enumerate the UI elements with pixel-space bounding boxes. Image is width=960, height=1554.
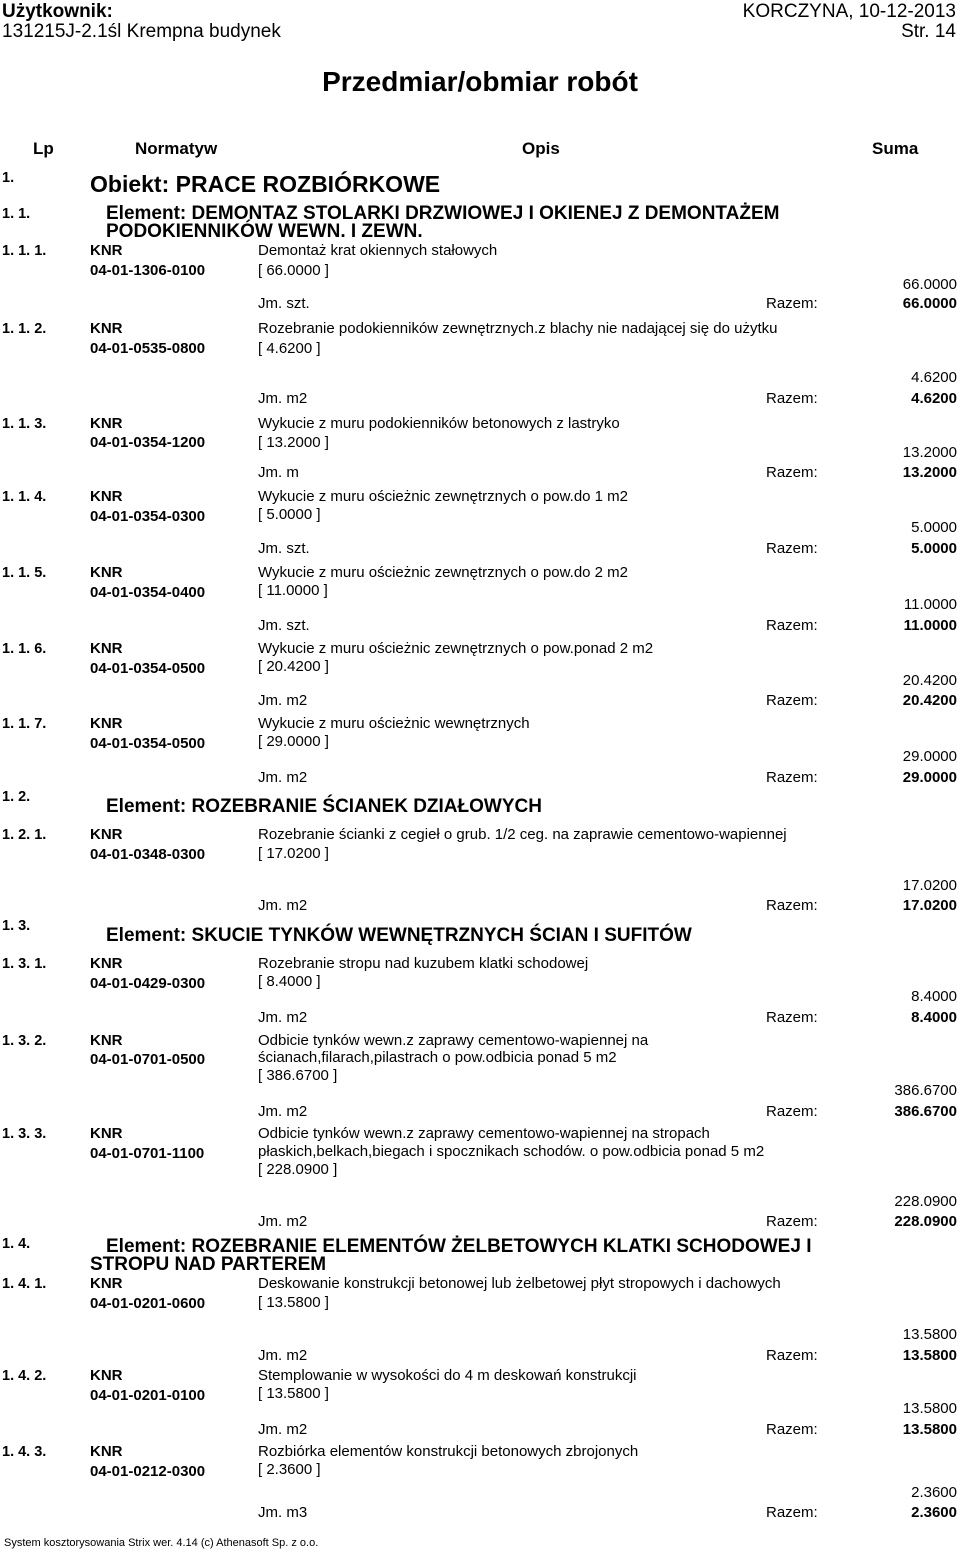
razem-label: Razem: xyxy=(766,1347,818,1364)
item-value: 13.2000 xyxy=(902,444,957,461)
section-title: Element: DEMONTAZ STOLARKI DRZWIOWEJ I OKIENEJ Z DEMONTAŻEM xyxy=(106,203,780,224)
item-total: 2.3600 xyxy=(911,1504,957,1521)
item-description: Stemplowanie w wysokości do 4 m deskowań konstrukcji xyxy=(258,1367,637,1384)
razem-label: Razem: xyxy=(766,897,818,914)
item-lp: 1. 1. 1. xyxy=(2,243,47,259)
item-total: 228.0900 xyxy=(894,1213,957,1230)
razem-label: Razem: xyxy=(766,390,818,407)
item-unit: Jm. m2 xyxy=(258,692,308,709)
item-value: 2.3600 xyxy=(911,1484,957,1501)
item-description: Wykucie z muru ościeżnic wewnętrznych xyxy=(258,715,530,732)
item-total: 13.5800 xyxy=(902,1421,957,1438)
item-lp: 1. 3. 3. xyxy=(2,1126,47,1142)
item-value: 11.0000 xyxy=(903,596,957,613)
item-norm-catalog: KNR xyxy=(90,955,123,972)
item-norm-code: 04-01-0201-0600 xyxy=(90,1295,206,1312)
item-calc: [ 228.0900 ] xyxy=(258,1161,338,1178)
item-total: 29.0000 xyxy=(902,769,957,786)
razem-label: Razem: xyxy=(766,464,818,481)
item-unit: Jm. m2 xyxy=(258,897,308,914)
item-norm-catalog: KNR xyxy=(90,1125,123,1142)
item-total: 13.2000 xyxy=(902,464,957,481)
item-lp: 1. 4. 2. xyxy=(2,1368,47,1384)
item-description-cont: ścianach,filarach,pilastrach o pow.odbicia ponad 5 m2 xyxy=(258,1049,617,1066)
razem-label: Razem: xyxy=(766,1421,818,1438)
item-lp: 1. 3. 1. xyxy=(2,956,47,972)
item-calc: [ 2.3600 ] xyxy=(258,1461,321,1478)
item-total: 386.6700 xyxy=(894,1103,957,1120)
item-norm-catalog: KNR xyxy=(90,1443,123,1460)
item-lp: 1. 1. 3. xyxy=(2,416,47,432)
item-norm-code: 04-01-0535-0800 xyxy=(90,340,206,357)
item-unit: Jm. szt. xyxy=(258,540,310,557)
item-norm-code: 04-01-0354-0500 xyxy=(90,660,206,677)
object-lp: 1. xyxy=(2,170,15,186)
item-calc: [ 20.4200 ] xyxy=(258,658,329,675)
item-calc: [ 17.0200 ] xyxy=(258,845,329,862)
column-lp: Lp xyxy=(33,139,54,158)
footer-text: System kosztorysowania Strix wer. 4.14 (c) Athenasoft Sp. z o.o. xyxy=(4,1537,319,1549)
razem-label: Razem: xyxy=(766,617,818,634)
page-number: Str. 14 xyxy=(901,21,956,42)
column-suma: Suma xyxy=(872,139,919,158)
item-lp: 1. 1. 6. xyxy=(2,641,47,657)
item-norm-catalog: KNR xyxy=(90,1032,123,1049)
section-lp: 1. 4. xyxy=(2,1236,31,1252)
section-title: Element: ROZEBRANIE ELEMENTÓW ŻELBETOWYCH KLATKI SCHODOWEJ I xyxy=(106,1236,812,1257)
item-description: Rozebranie stropu nad kuzubem klatki schodowej xyxy=(258,955,589,972)
item-lp: 1. 3. 2. xyxy=(2,1033,47,1049)
item-value: 8.4000 xyxy=(911,988,957,1005)
item-calc: [ 13.2000 ] xyxy=(258,434,329,451)
user-value: 131215J-2.1śl Krempna budynek xyxy=(2,21,281,42)
item-value: 4.6200 xyxy=(911,369,957,386)
razem-label: Razem: xyxy=(766,692,818,709)
item-calc: [ 13.5800 ] xyxy=(258,1385,329,1402)
item-description: Rozbiórka elementów konstrukcji betonowych zbrojonych xyxy=(258,1443,639,1460)
item-calc: [ 13.5800 ] xyxy=(258,1294,329,1311)
item-value: 20.4200 xyxy=(902,672,957,689)
razem-label: Razem: xyxy=(766,769,818,786)
razem-label: Razem: xyxy=(766,295,818,312)
item-calc: [ 11.0000 ] xyxy=(258,582,328,599)
item-description: Wykucie z muru podokienników betonowych z lastryko xyxy=(258,415,620,432)
section-lp: 1. 3. xyxy=(2,918,31,934)
item-norm-code: 04-01-0354-0500 xyxy=(90,735,206,752)
item-unit: Jm. m xyxy=(258,464,299,481)
item-value: 386.6700 xyxy=(894,1082,957,1099)
item-total: 11.0000 xyxy=(903,617,957,634)
item-description: Odbicie tynków wewn.z zaprawy cementowo-wapiennej na stropach xyxy=(258,1125,710,1142)
item-calc: [ 8.4000 ] xyxy=(258,973,321,990)
item-total: 20.4200 xyxy=(902,692,957,709)
item-calc: [ 386.6700 ] xyxy=(258,1067,338,1084)
item-unit: Jm. m2 xyxy=(258,1347,308,1364)
item-calc: [ 5.0000 ] xyxy=(258,506,321,523)
item-lp: 1. 1. 2. xyxy=(2,321,47,337)
item-norm-code: 04-01-0348-0300 xyxy=(90,846,206,863)
razem-label: Razem: xyxy=(766,1103,818,1120)
item-norm-catalog: KNR xyxy=(90,1367,123,1384)
item-unit: Jm. szt. xyxy=(258,617,310,634)
razem-label: Razem: xyxy=(766,540,818,557)
section-title-cont: STROPU NAD PARTEREM xyxy=(90,1254,327,1275)
item-norm-catalog: KNR xyxy=(90,242,123,259)
item-norm-catalog: KNR xyxy=(90,1275,123,1292)
item-norm-catalog: KNR xyxy=(90,415,123,432)
item-description: Rozebranie ścianki z cegieł o grub. 1/2 ceg. na zaprawie cementowo-wapiennej xyxy=(258,826,787,843)
item-total: 5.0000 xyxy=(911,540,957,557)
item-total: 17.0200 xyxy=(902,897,957,914)
item-lp: 1. 4. 1. xyxy=(2,1276,47,1292)
razem-label: Razem: xyxy=(766,1504,818,1521)
item-description: Wykucie z muru ościeżnic zewnętrznych o pow.ponad 2 m2 xyxy=(258,640,654,657)
item-norm-catalog: KNR xyxy=(90,826,123,843)
item-total: 8.4000 xyxy=(911,1009,957,1026)
item-unit: Jm. m3 xyxy=(258,1504,308,1521)
item-lp: 1. 4. 3. xyxy=(2,1444,47,1460)
column-normatyw: Normatyw xyxy=(135,139,218,158)
item-total: 4.6200 xyxy=(911,390,957,407)
item-norm-code: 04-01-0354-0300 xyxy=(90,508,206,525)
item-norm-catalog: KNR xyxy=(90,640,123,657)
section-title: Element: ROZEBRANIE ŚCIANEK DZIAŁOWYCH xyxy=(106,796,542,817)
item-norm-code: 04-01-0201-0100 xyxy=(90,1387,206,1404)
item-description: Deskowanie konstrukcji betonowej lub żelbetowej płyt stropowych i dachowych xyxy=(258,1275,781,1292)
item-unit: Jm. m2 xyxy=(258,1009,308,1026)
item-value: 13.5800 xyxy=(902,1326,957,1343)
item-unit: Jm. m2 xyxy=(258,1213,308,1230)
item-value: 29.0000 xyxy=(902,748,957,765)
item-value: 228.0900 xyxy=(894,1193,957,1210)
item-total: 13.5800 xyxy=(902,1347,957,1364)
razem-label: Razem: xyxy=(766,1213,818,1230)
section-lp: 1. 1. xyxy=(2,206,31,222)
item-lp: 1. 1. 7. xyxy=(2,716,47,732)
item-total: 66.0000 xyxy=(902,295,957,312)
item-norm-code: 04-01-0429-0300 xyxy=(90,975,206,992)
item-norm-code: 04-01-0354-0400 xyxy=(90,584,206,601)
item-description: Rozebranie podokienników zewnętrznych.z blachy nie nadającej się do użytku xyxy=(258,320,778,337)
item-description-cont: płaskich,belkach,biegach i spocznikach schodów. o pow.odbicia ponad 5 m2 xyxy=(258,1143,765,1160)
item-norm-code: 04-01-0354-1200 xyxy=(90,434,206,451)
item-norm-catalog: KNR xyxy=(90,564,123,581)
section-title: Element: SKUCIE TYNKÓW WEWNĘTRZNYCH ŚCIAN I SUFITÓW xyxy=(106,925,692,946)
section-title-cont: PODOKIENNIKÓW WEWN. I ZEWN. xyxy=(106,221,423,242)
page-title: Przedmiar/obmiar robót xyxy=(322,66,638,97)
item-calc: [ 4.6200 ] xyxy=(258,340,321,357)
item-norm-code: 04-01-1306-0100 xyxy=(90,262,206,279)
item-norm-catalog: KNR xyxy=(90,320,123,337)
object-title: Obiekt: PRACE ROZBIÓRKOWE xyxy=(90,171,441,197)
item-unit: Jm. m2 xyxy=(258,1103,308,1120)
item-description: Wykucie z muru ościeżnic zewnętrznych o pow.do 1 m2 xyxy=(258,488,629,505)
item-lp: 1. 2. 1. xyxy=(2,827,47,843)
item-calc: [ 29.0000 ] xyxy=(258,733,329,750)
item-lp: 1. 1. 5. xyxy=(2,565,47,581)
place-date: KORCZYNA, 10-12-2013 xyxy=(742,1,956,22)
item-value: 5.0000 xyxy=(911,519,957,536)
item-norm-catalog: KNR xyxy=(90,715,123,732)
item-description: Odbicie tynków wewn.z zaprawy cementowo-wapiennej na xyxy=(258,1032,649,1049)
item-norm-catalog: KNR xyxy=(90,488,123,505)
item-norm-code: 04-01-0701-0500 xyxy=(90,1051,206,1068)
item-norm-code: 04-01-0212-0300 xyxy=(90,1463,206,1480)
item-norm-code: 04-01-0701-1100 xyxy=(90,1145,205,1162)
item-unit: Jm. m2 xyxy=(258,1421,308,1438)
user-label: Użytkownik: xyxy=(2,1,113,22)
item-value: 17.0200 xyxy=(902,877,957,894)
column-opis: Opis xyxy=(522,139,560,158)
razem-label: Razem: xyxy=(766,1009,818,1026)
item-unit: Jm. szt. xyxy=(258,295,310,312)
item-description: Demontaż krat okiennych stałowych xyxy=(258,242,498,259)
item-value: 66.0000 xyxy=(902,276,957,293)
item-lp: 1. 1. 4. xyxy=(2,489,47,505)
item-description: Wykucie z muru ościeżnic zewnętrznych o pow.do 2 m2 xyxy=(258,564,629,581)
item-calc: [ 66.0000 ] xyxy=(258,262,329,279)
item-unit: Jm. m2 xyxy=(258,769,308,786)
section-lp: 1. 2. xyxy=(2,789,31,805)
item-value: 13.5800 xyxy=(902,1400,957,1417)
item-unit: Jm. m2 xyxy=(258,390,308,407)
